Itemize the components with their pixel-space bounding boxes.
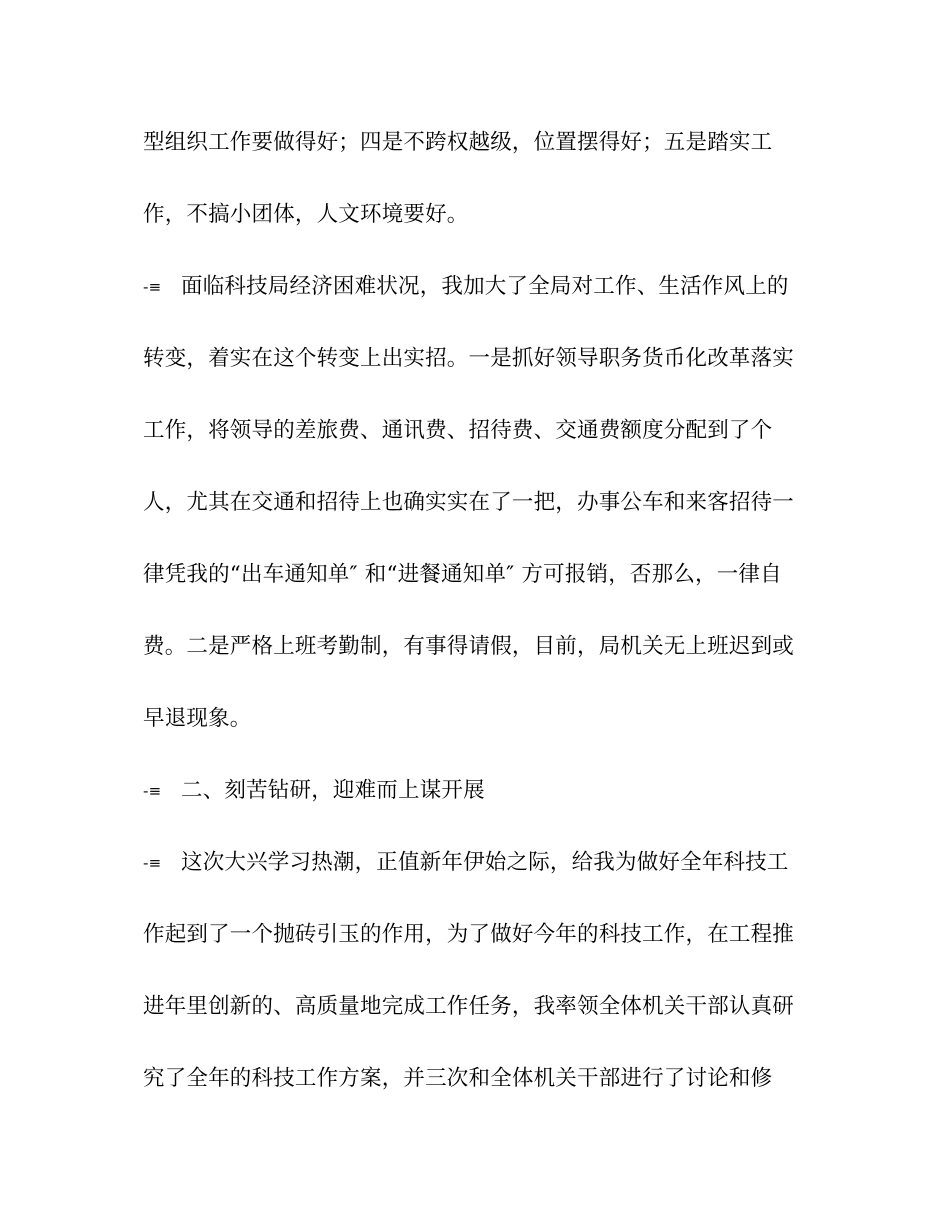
line-text: 面临科技局经济困难状况，我加大了全局对工作、生活作风上的 [181,274,789,299]
line-text: 律凭我的“出车通知单″ 和“进餐通知单″ 方可报销，否那么，一律自 [143,562,782,587]
text-line-12 [143,918,803,952]
line-text: 进年里创新的、高质量地完成工作任务，我率领全体机关干部认真研 [143,994,795,1019]
paragraph-marker: -≡ [143,854,162,872]
line-text: 费。二是严格上班考勤制，有事得请假，目前，局机关无上班迟到或 [143,634,795,659]
line-text: 作起到了一个抛砖引玉的作用，为了做好今年的科技工作，在工程推 [143,922,795,947]
line-text: 早退现象。 [143,706,252,731]
line-text: 作，不搞小团体，人文环境要好。 [143,202,469,227]
text-line-13 [143,990,803,1024]
text-line-11 [143,846,803,880]
text-line-14 [143,1062,803,1096]
text-line-1 [143,126,803,160]
text-line-10 [143,774,803,808]
text-line-5 [143,414,803,448]
paragraph-marker: -≡ [143,782,162,800]
line-text: 转变，着实在这个转变上出实招。一是抓好领导职务货币化改革落实 [143,346,795,371]
paragraph-marker: -≡ [143,278,162,296]
text-line-3 [143,270,803,304]
line-text: 工作，将领导的差旅费、通讯费、招待费、交通费额度分配到了个 [143,418,773,443]
text-line-7 [143,558,803,592]
line-text: 究了全年的科技工作方案，并三次和全体机关干部进行了讨论和修 [143,1066,773,1091]
line-text: 型组织工作要做得好；四是不跨权越级，位置摆得好；五是踏实工 [143,130,773,155]
text-line-4 [143,342,803,376]
section-heading: 二、刻苦钻研，迎难而上谋开展 [181,778,485,803]
text-line-9 [143,702,803,736]
text-line-2 [143,198,803,232]
text-line-8 [143,630,803,664]
line-text: 这次大兴学习热潮，正值新年伊始之际，给我为做好全年科技工 [181,850,789,875]
text-line-6 [143,486,803,520]
line-text: 人，尤其在交通和招待上也确实实在了一把，办事公车和来客招待一 [143,490,795,515]
